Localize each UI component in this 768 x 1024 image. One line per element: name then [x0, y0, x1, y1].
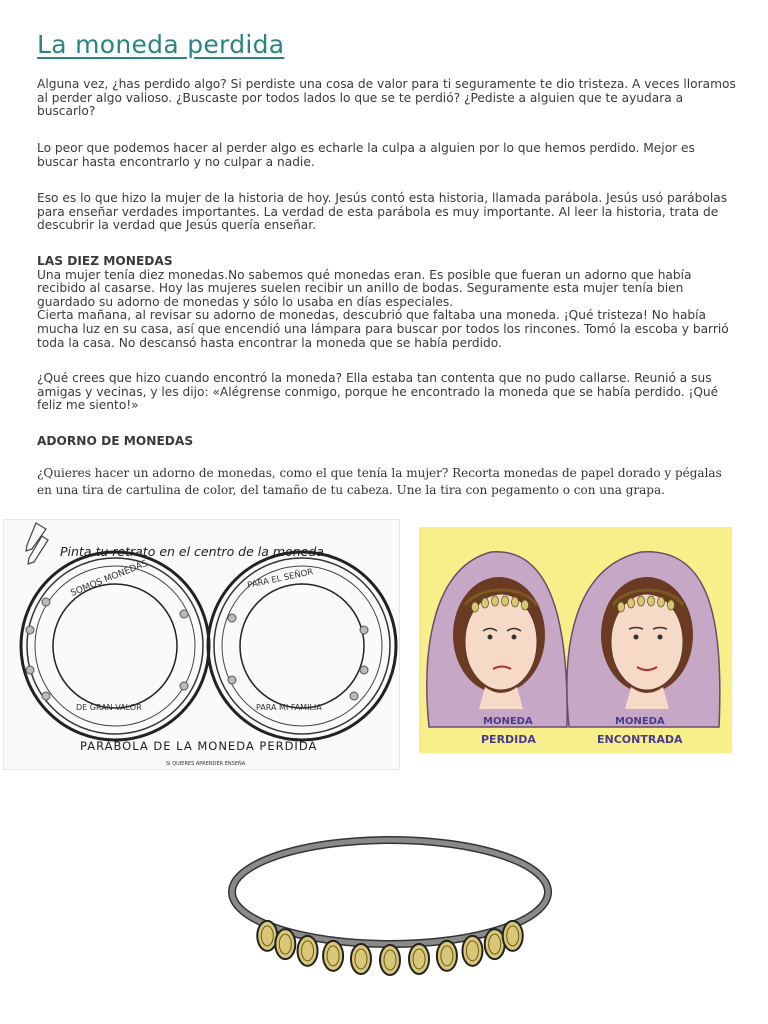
craft-text: ¿Quieres hacer un adorno de monedas, como el que tenía la mujer? Recorta monedas de papel dorado y pégalas en una tira de cartulina de color, del tamaño de tu cabeza. Une la tira con pegamento o con una grapa. [37, 466, 722, 497]
craft-heading: ADORNO DE MONEDAS [37, 434, 194, 448]
coin-left-top-text: SOMOS MONEDAS [69, 558, 150, 599]
coin-left-bottom-text: DE GRAN VALOR [76, 703, 142, 712]
pencil-icon [26, 523, 48, 564]
coin-caption: PARÁBOLA DE LA MONEDA PERDIDA [80, 739, 318, 753]
story-heading: LAS DIEZ MONEDAS [37, 254, 173, 268]
label-perdida: PERDIDA [481, 733, 536, 746]
story-section [37, 255, 737, 350]
intro-paragraph-2: Lo peor que podemos hacer al perder algo es echarle la culpa a alguien por lo que hemos perdido. Mejor es buscar hasta encontrarlo y no culpar a nadie. [37, 141, 695, 169]
coin-headband-illustration [224, 828, 556, 1000]
women-illustration [419, 527, 732, 753]
coin-instruction: Pinta tu retrato en el centro de la moneda [60, 544, 324, 559]
coin-right-bottom-text: PARA MI FAMILIA [256, 703, 322, 712]
coin-right-top-text: PARA EL SEÑOR [246, 567, 315, 591]
woman-happy [567, 552, 720, 727]
coin-coloring-sheet [3, 519, 400, 770]
question-paragraph: ¿Qué crees que hizo cuando encontró la moneda? Ella estaba tan contenta que no pudo callarse. Reunió a sus amigas y vecinas, y les dijo: «Alégrense conmigo, porque he encontrado la moneda que se había perdido. ¡Qué feliz me siento!» [37, 371, 719, 413]
intro-paragraph-1: Alguna vez, ¿has perdido algo? Si perdiste una cosa de valor para ti seguramente te dio tristeza. A veces lloramos al perder algo valioso. ¿Buscaste por todos lados lo que se te perdió? ¿Pediste a alguien que te ayudara a buscarlo? [37, 77, 736, 119]
coin-right [208, 552, 396, 740]
intro-paragraph-3: Eso es lo que hizo la mujer de la historia de hoy. Jesús contó esta historia, llamada parábola. Jesús usó parábolas para enseñar verdades importantes. La verdad de esta parábola es muy importante. Al leer la historia, trata de descubrir la verdad que Jesús quería enseñar. [37, 191, 728, 233]
headband-coin [462, 936, 482, 966]
label-moneda-right: MONEDA [615, 716, 665, 727]
page-title: La moneda perdida [37, 30, 285, 59]
story-paragraph-2: Cierta mañana, al revisar su adorno de monedas, descubrió que faltaba una moneda. ¡Qué tristeza! No había mucha luz en su casa, así que encendió una lámpara para buscar por todos los rincones. Tomó la escoba y barrió toda la casa. No descansó hasta encontrar la moneda que se había perdido. [37, 308, 729, 350]
woman-sad [427, 552, 567, 727]
coin-footer: SI QUIERES APRENDER ENSEÑA [166, 761, 246, 767]
label-moneda-left: MONEDA [483, 716, 533, 727]
story-paragraph-1: Una mujer tenía diez monedas.No sabemos qué monedas eran. Es posible que fueran un adorno que había recibido al casarse. Hoy las mujeres suelen recibir un anillo de bodas. Seguramente esta mujer tenía bien guardado su adorno de monedas y sólo lo usaba en días especiales. [37, 267, 692, 309]
headband-coin [298, 936, 318, 966]
label-encontrada: ENCONTRADA [597, 733, 683, 746]
coin-left [21, 552, 209, 740]
